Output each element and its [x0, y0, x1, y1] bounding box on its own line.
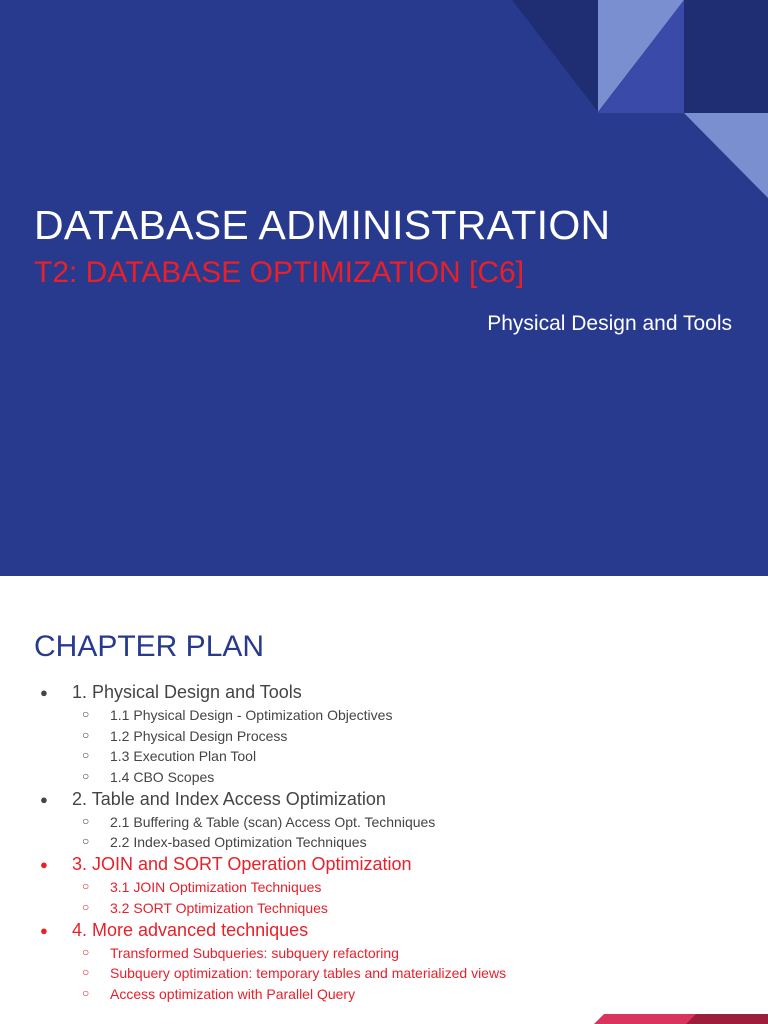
circle-bullet-icon: ○ [82, 944, 90, 959]
chapter-plan-heading: CHAPTER PLAN [34, 630, 265, 663]
circle-bullet-icon: ○ [82, 748, 90, 763]
subsection-label: 3.2 SORT Optimization Techniques [110, 899, 328, 916]
circle-bullet-icon: ○ [82, 965, 90, 980]
subsection-label: 1.2 Physical Design Process [110, 727, 288, 744]
subsection-label: Subquery optimization: temporary tables and materialized views [110, 965, 507, 982]
subsection-label: 1.1 Physical Design - Optimization Objectives [110, 707, 393, 723]
subsection-label: Access optimization with Parallel Query [110, 985, 356, 1002]
section-tagline: Physical Design and Tools [487, 312, 732, 335]
presentation-subtitle: T2: DATABASE OPTIMIZATION [C6] [34, 256, 525, 289]
section-label: 4. More advanced techniques [72, 919, 309, 940]
decorative-corner [0, 576, 768, 1024]
presentation-title: DATABASE ADMINISTRATION [34, 202, 611, 248]
deco-triangle-dark [512, 0, 598, 112]
subsection-label: 3.1 JOIN Optimization Techniques [110, 879, 322, 896]
subsection-label: 1.3 Execution Plan Tool [110, 748, 257, 765]
bullet-icon: ● [40, 791, 48, 807]
bullet-icon: ● [40, 857, 48, 873]
subsection-label: 1.4 CBO Scopes [110, 769, 215, 786]
deco-rect-dark [684, 0, 768, 113]
circle-bullet-icon: ○ [82, 879, 90, 894]
deco-triangle-bottom [684, 113, 768, 198]
circle-bullet-icon: ○ [82, 834, 90, 849]
circle-bullet-icon: ○ [82, 985, 90, 1000]
subsection-label: 2.2 Index-based Optimization Techniques [110, 834, 367, 851]
circle-bullet-icon: ○ [82, 813, 90, 828]
section-label: 1. Physical Design and Tools [72, 682, 302, 702]
deco-corner-pink [594, 1014, 700, 1024]
bullet-icon: ● [40, 922, 48, 938]
circle-bullet-icon: ○ [82, 727, 90, 742]
circle-bullet-icon: ○ [82, 707, 90, 721]
chapter-plan-slide [0, 576, 768, 1024]
circle-bullet-icon: ○ [82, 899, 90, 914]
subsection-label: Transformed Subqueries: subquery refactoring [110, 944, 399, 961]
section-label: 2. Table and Index Access Optimization [72, 788, 386, 809]
subsection-label: 2.1 Buffering & Table (scan) Access Opt. Techniques [110, 813, 436, 830]
deco-corner-dark [686, 1014, 768, 1024]
circle-bullet-icon: ○ [82, 769, 90, 784]
section-label: 3. JOIN and SORT Operation Optimization [72, 854, 412, 875]
bullet-icon: ● [40, 685, 48, 700]
